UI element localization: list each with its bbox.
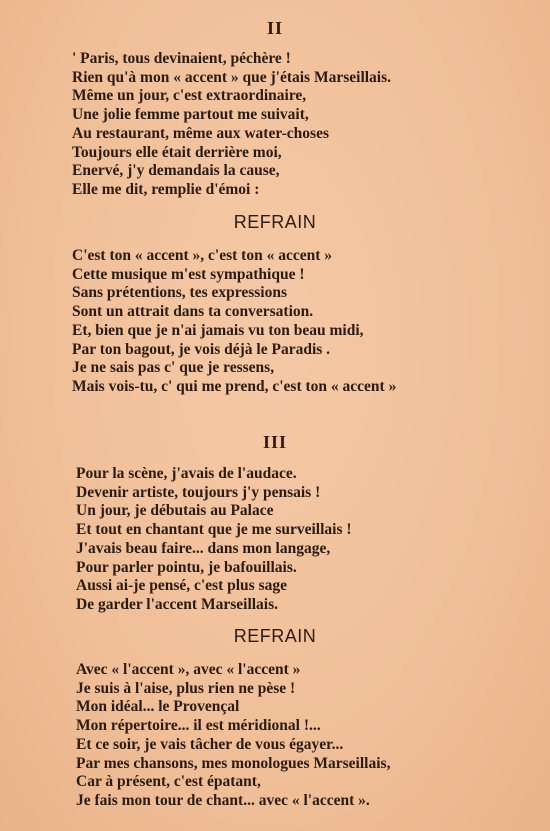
lyric-line: Une jolie femme partout me suivait, [72,106,309,124]
lyric-line: Et tout en chantant que je me surveillais ! [76,521,352,539]
lyric-line: Toujours elle était derrière moi, [72,143,282,161]
lyric-line: Pour la scène, j'avais de l'audace. [76,465,297,482]
lyric-line: Devenir artiste, toujours j'y pensais ! [76,483,321,501]
lyric-line: De garder l'accent Marseillais. [76,595,279,613]
lyric-line: Elle me dit, remplie d'émoi : [72,180,260,198]
lyric-line: Cette musique m'est sympathique ! [72,265,305,283]
refrain-lyrics-1 [72,247,396,397]
stanza-number-ii: II [266,18,283,38]
refrain-heading-1: REFRAIN [233,212,317,232]
lyric-line: Je suis à l'aise, plus rien ne pèse ! [76,679,296,697]
lyric-line: Mon idéal... le Provençal [76,698,240,716]
refrain-heading-2: REFRAIN [233,626,317,646]
lyric-line: Et ce soir, je vais tâcher de vous égayer... [76,735,344,753]
lyric-line: Enervé, j'y demandais la cause, [72,162,280,180]
lyric-line: Aussi ai-je pensé, c'est plus sage [76,577,287,595]
lyric-line: Pour parler pointu, je bafouillais. [76,558,297,576]
lyric-line: ' Paris, tous devinaient, péchère ! [72,50,291,67]
lyric-line: Par ton bagout, je vois déjà le Paradis . [72,340,331,358]
stanza-number-iii: III [262,432,287,452]
lyric-line: Je fais mon tour de chant... avec « l'accent ». [76,791,370,809]
verse-stanza-iii [76,465,352,615]
lyric-line: Par mes chansons, mes monologues Marseillais, [76,754,391,772]
refrain-lyrics-2 [76,661,390,811]
lyric-line: Rien qu'à mon « accent » que j'étais Marseillais. [72,68,392,86]
lyric-line: Même un jour, c'est extraordinaire, [72,87,307,105]
lyric-line: Avec « l'accent », avec « l'accent » [76,661,301,678]
lyric-line: J'avais beau faire... dans mon langage, [76,539,331,557]
lyric-line: Et, bien que je n'ai jamais vu ton beau midi, [72,321,364,339]
lyric-line: Au restaurant, même aux water-choses [72,124,329,142]
verse-stanza-ii [72,50,391,200]
lyric-line: Sont un attrait dans ta conversation. [72,303,314,321]
lyric-line: C'est ton « accent », c'est ton « accent » [72,247,332,264]
lyric-line: Un jour, je débutais au Palace [76,502,274,520]
lyric-line: Sans prétentions, tes expressions [72,284,288,302]
lyric-line: Car à présent, c'est épatant, [76,773,261,791]
lyric-line: Mon répertoire... il est méridional !... [76,717,321,735]
lyric-line: Je ne sais pas c' que je ressens, [72,359,275,377]
lyric-line: Mais vois-tu, c' qui me prend, c'est ton « accent » [72,377,397,395]
